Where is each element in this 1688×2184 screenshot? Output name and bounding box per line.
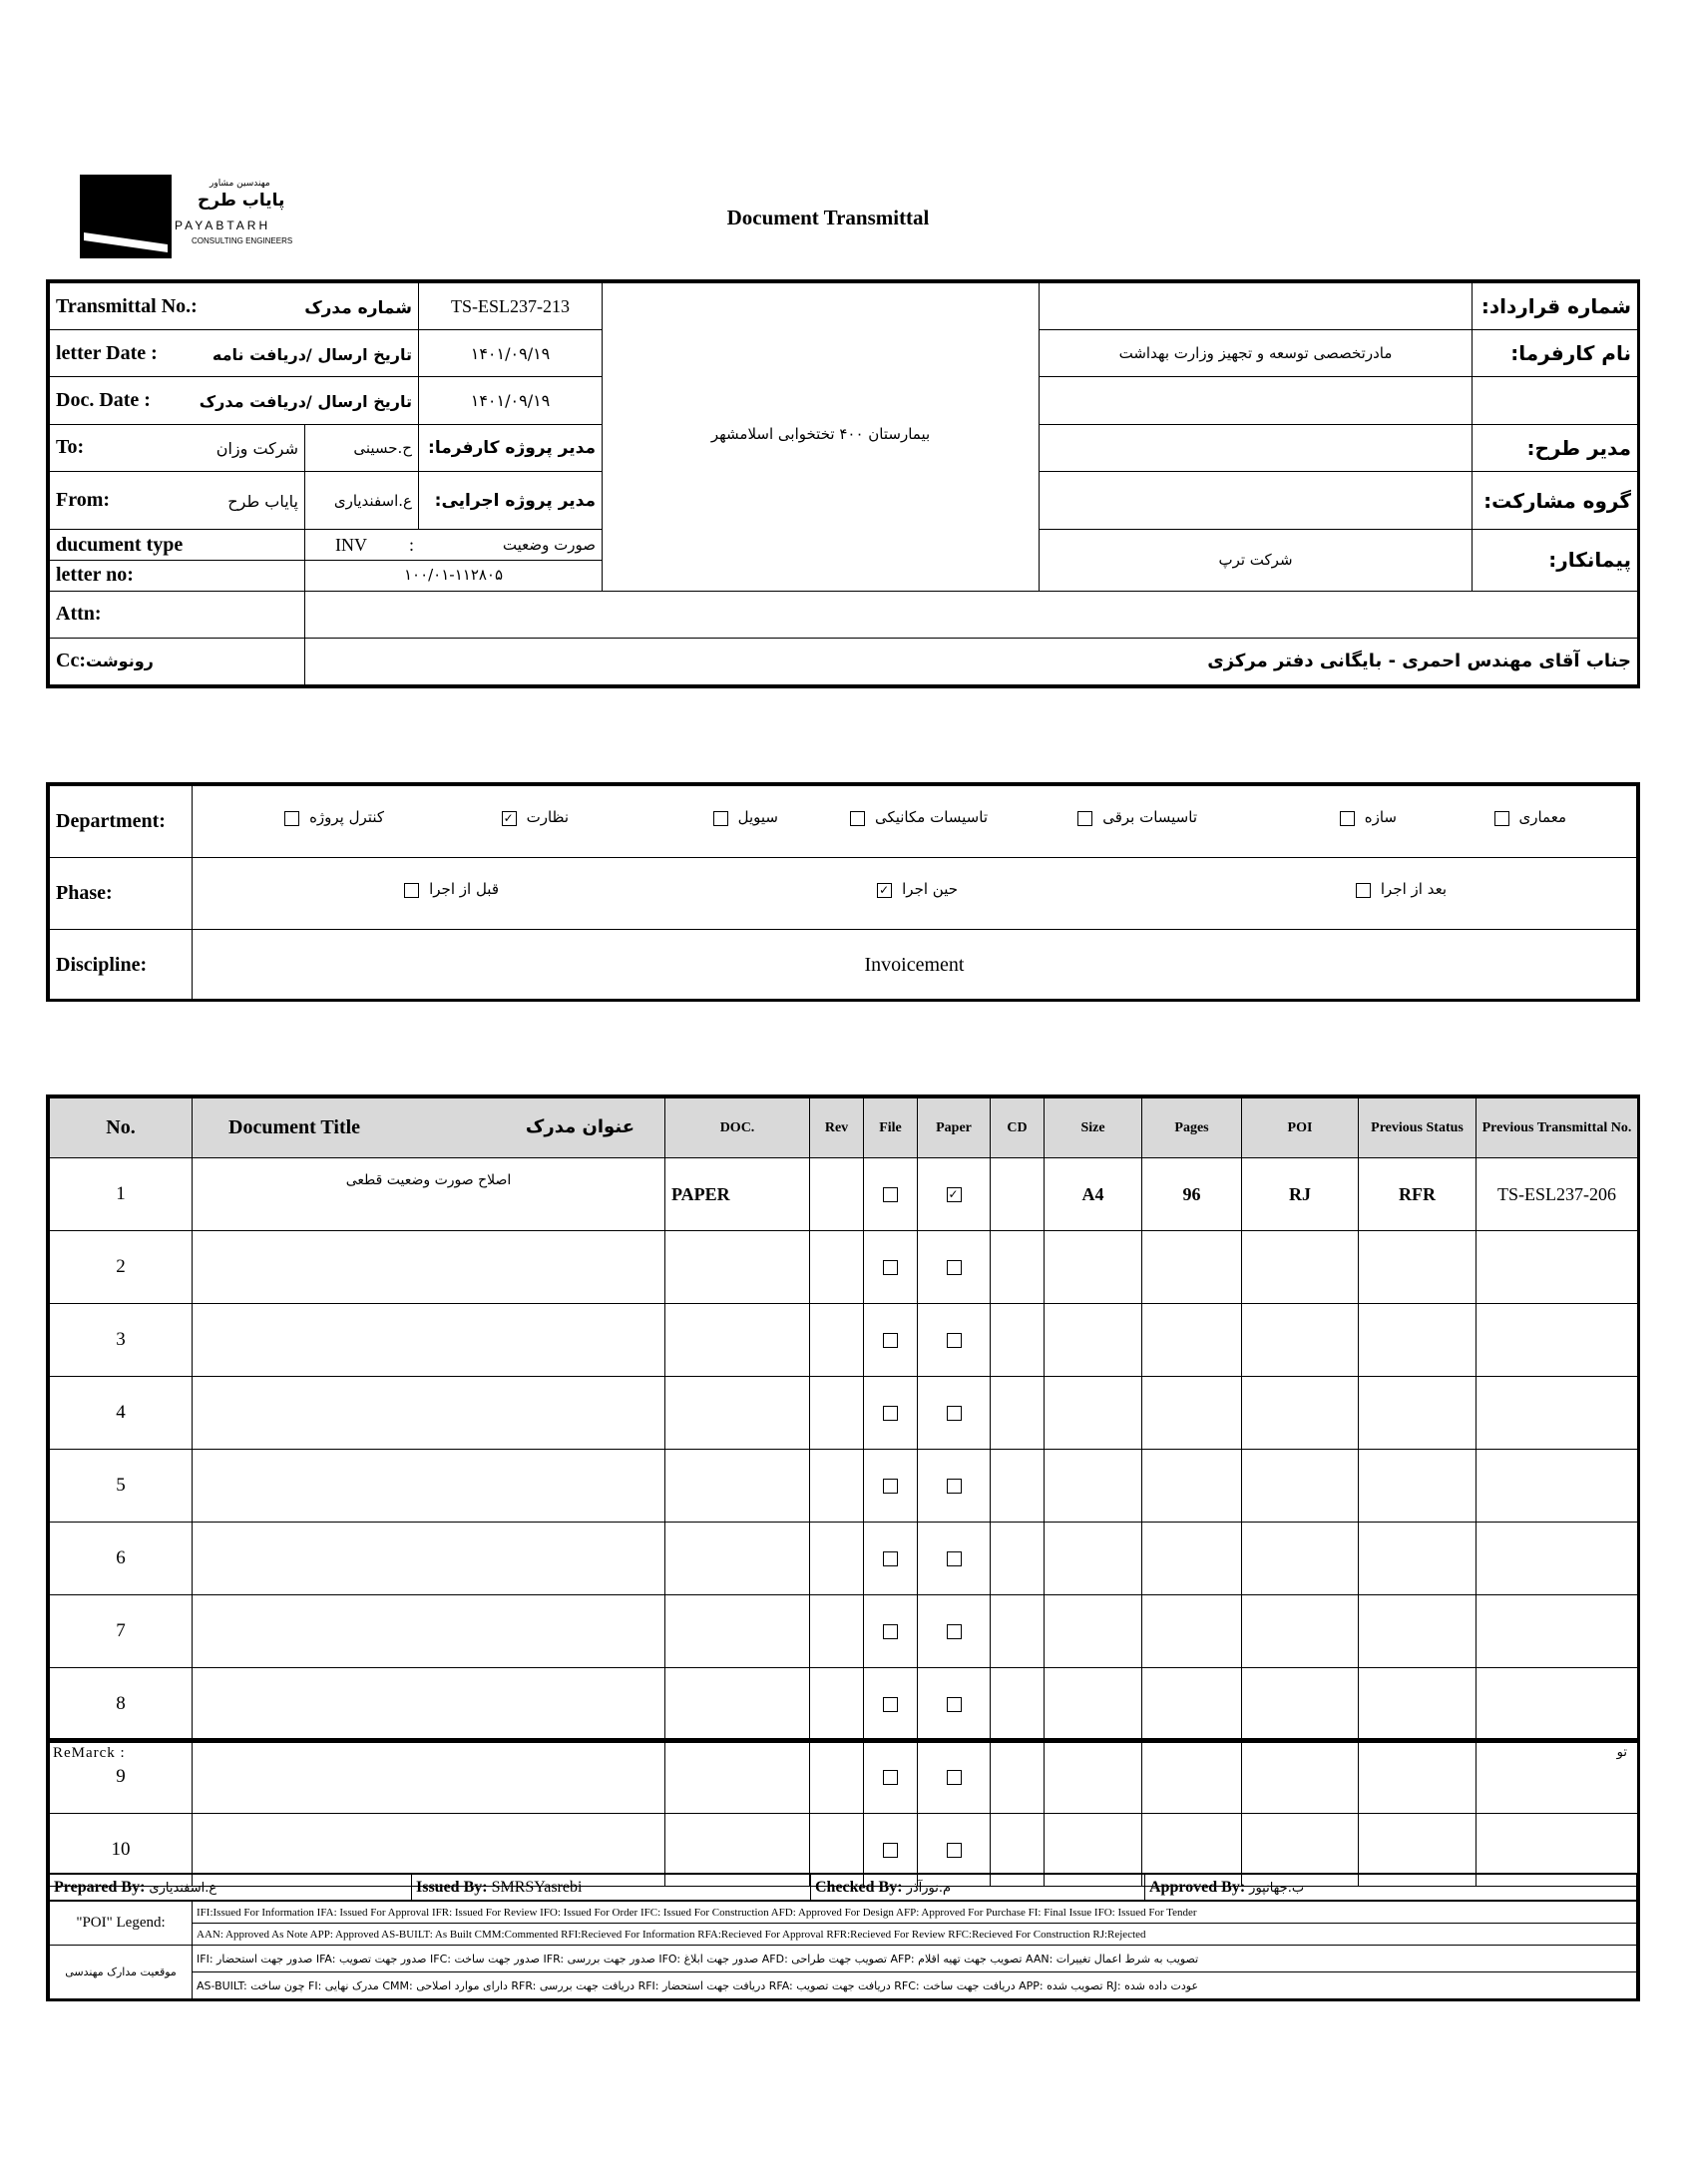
department-checkbox[interactable] — [284, 811, 299, 826]
row-poi: RJ — [1242, 1158, 1359, 1231]
legend-line-1: IFI:Issued For Information IFA: Issued For Approval IFR: Issued For Review IFO: Issued For Order IFC: Issued For Construction AFD: Approved For Design AFP: Approved For Purchase FI: Final Issue IFO: Issued For Tender — [193, 1902, 1637, 1924]
letterno-label: letter no: — [56, 564, 134, 587]
row-cd — [991, 1231, 1045, 1304]
table-row — [50, 1523, 1638, 1595]
row-paper — [918, 1595, 991, 1668]
issued-label: Issued By: — [416, 1878, 488, 1896]
row-size — [1045, 1595, 1142, 1668]
phase-checkbox[interactable] — [1356, 883, 1371, 898]
row-paper-checkbox[interactable] — [947, 1697, 962, 1712]
row-file-checkbox[interactable] — [883, 1260, 898, 1275]
letter-date-label: letter Date : — [56, 341, 158, 364]
row-prev-status — [1359, 1668, 1477, 1741]
attn-label: Attn: — [50, 591, 305, 638]
row-no: 6 — [50, 1523, 193, 1595]
department-options — [193, 786, 1637, 858]
phase-option-label: حین اجرا — [902, 880, 958, 898]
approved-value: ب.جهانپور — [1249, 1880, 1305, 1896]
phase-checkbox[interactable] — [877, 883, 892, 898]
transmittal-no-fa: شماره مدرک — [304, 297, 412, 318]
row-cd — [991, 1595, 1045, 1668]
department-option[interactable] — [284, 808, 384, 827]
row-doc — [665, 1450, 810, 1523]
phase-option-label: قبل از اجرا — [429, 880, 499, 898]
department-option-label: سیویل — [737, 808, 778, 826]
row-file-checkbox[interactable] — [883, 1187, 898, 1202]
row-prev-transmittal — [1477, 1450, 1638, 1523]
row-pages — [1142, 1523, 1242, 1595]
col-title-fa: عنوان مدرک — [525, 1116, 634, 1137]
row-file-checkbox[interactable] — [883, 1479, 898, 1494]
checked-cell — [811, 1875, 1145, 1901]
row-prev-transmittal: TS-ESL237-206 — [1477, 1158, 1638, 1231]
row-no: 7 — [50, 1595, 193, 1668]
row-title — [193, 1595, 665, 1668]
doc-date-value: ۱۴۰۱/۰۹/۱۹ — [419, 377, 603, 424]
row-size — [1045, 1304, 1142, 1377]
remark-label: ReMarck : — [53, 1745, 126, 1761]
blank-cell — [1473, 377, 1638, 424]
row-file — [864, 1450, 918, 1523]
table-row — [50, 1231, 1638, 1304]
row-paper — [918, 1231, 991, 1304]
doctype-label: ducument type — [50, 530, 304, 561]
to-cell — [50, 424, 305, 471]
row-pages — [1142, 1377, 1242, 1450]
col-cd: CD — [991, 1098, 1045, 1158]
to-role: مدیر پروژه کارفرما: — [419, 424, 603, 471]
checked-label: Checked By: — [815, 1878, 903, 1896]
contract-no-label: شماره قرارداد: — [1473, 283, 1638, 330]
row-no: 10 — [50, 1814, 193, 1887]
doctype-cell — [50, 530, 305, 591]
row-title — [193, 1668, 665, 1741]
row-title: اصلاح صورت وضعیت قطعی — [193, 1158, 665, 1231]
pm-label: مدیر طرح: — [1473, 424, 1638, 471]
table-row — [50, 1450, 1638, 1523]
doctype-fa: صورت وضعیت — [502, 536, 596, 555]
poi-legend-label: "POI" Legend: — [50, 1902, 193, 1946]
doc-date-label: Doc. Date : — [56, 389, 151, 412]
row-doc — [665, 1304, 810, 1377]
row-pages — [1142, 1450, 1242, 1523]
letter-date-fa: تاریخ ارسال /دریافت نامه — [211, 344, 412, 364]
row-cd — [991, 1668, 1045, 1741]
col-size: Size — [1045, 1098, 1142, 1158]
row-rev — [810, 1668, 864, 1741]
row-file — [864, 1377, 918, 1450]
transmittal-no-value: TS-ESL237-213 — [419, 283, 603, 330]
row-title — [193, 1231, 665, 1304]
department-checkbox[interactable] — [502, 811, 517, 826]
discipline-label: Discipline: — [50, 930, 193, 1002]
phase-options — [193, 858, 1637, 930]
department-checkbox[interactable] — [1077, 811, 1092, 826]
project-name: بیمارستان ۴۰۰ تختخوابی اسلامشهر — [603, 283, 1040, 592]
col-rev: Rev — [810, 1098, 864, 1158]
row-prev-status — [1359, 1450, 1477, 1523]
phase-option[interactable] — [877, 880, 958, 899]
row-no: 1 — [50, 1158, 193, 1231]
remark-label-fa: تو — [1616, 1745, 1627, 1760]
discipline-value: Invoicement — [193, 930, 1637, 1002]
row-size — [1045, 1668, 1142, 1741]
department-option[interactable] — [1077, 808, 1197, 827]
row-paper — [918, 1523, 991, 1595]
department-checkbox[interactable] — [850, 811, 865, 826]
row-cd — [991, 1304, 1045, 1377]
row-doc — [665, 1231, 810, 1304]
row-doc — [665, 1668, 810, 1741]
contractor-value: شرکت ترپ — [1040, 530, 1473, 591]
row-file — [864, 1595, 918, 1668]
row-rev — [810, 1377, 864, 1450]
department-option[interactable] — [502, 808, 569, 827]
page-title: Document Transmittal — [726, 206, 930, 229]
doctype-colon: : — [409, 535, 415, 556]
phase-label: Phase: — [50, 858, 193, 930]
row-doc — [665, 1523, 810, 1595]
col-poi: POI — [1242, 1098, 1359, 1158]
issued-value: SMRSYasrebi — [491, 1878, 583, 1896]
department-option[interactable] — [850, 808, 988, 827]
department-option[interactable] — [1494, 808, 1567, 827]
cc-value: جناب آقای مهندس احمری - بایگانی دفتر مرکزی — [305, 638, 1638, 684]
checked-value: م.نورآذر — [906, 1880, 952, 1896]
row-file-checkbox[interactable] — [883, 1551, 898, 1566]
from-cell — [50, 471, 305, 529]
row-pages — [1142, 1304, 1242, 1377]
prepared-value: ع.اسفندیاری — [149, 1880, 217, 1896]
remark-area — [49, 1743, 1637, 1874]
prepared-label: Prepared By: — [54, 1878, 146, 1896]
row-paper — [918, 1158, 991, 1231]
legend-line-4: AS-BUILT: چون ساخت FI: مدرک نهایی CMM: دارای موارد اصلاحی RFR: دریافت جهت بررسی RFI: دریافت جهت استحضار RFA: دریافت جهت تصویب RFC: دریافت جهت ساخت APP: تصویب شده RJ: عودت داده شده — [193, 1972, 1637, 1999]
row-doc — [665, 1377, 810, 1450]
blank-cell — [1040, 377, 1473, 424]
row-size — [1045, 1377, 1142, 1450]
row-file-checkbox[interactable] — [883, 1624, 898, 1639]
phase-checkbox[interactable] — [404, 883, 419, 898]
row-prev-status: RFR — [1359, 1158, 1477, 1231]
row-paper-checkbox[interactable] — [947, 1551, 962, 1566]
row-doc — [665, 1595, 810, 1668]
row-no: 2 — [50, 1231, 193, 1304]
letterno-value: ۱۰۰/۰۱-۱۱۲۸۰۵ — [403, 566, 504, 585]
row-no: 3 — [50, 1304, 193, 1377]
col-file: File — [864, 1098, 918, 1158]
row-prev-transmittal — [1477, 1304, 1638, 1377]
row-paper — [918, 1668, 991, 1741]
row-prev-status — [1359, 1377, 1477, 1450]
logo-fa-small: مهندسين مشاور — [210, 179, 270, 189]
row-prev-transmittal — [1477, 1668, 1638, 1741]
logo-fa-name: پایاب طرح — [198, 191, 285, 211]
department-option[interactable] — [713, 808, 778, 827]
footer-block — [46, 1740, 1640, 2001]
client-label: نام کارفرما: — [1473, 330, 1638, 377]
classification-block — [46, 782, 1640, 1002]
table-row — [50, 1158, 1638, 1231]
row-paper-checkbox[interactable] — [947, 1406, 962, 1421]
row-file — [864, 1523, 918, 1595]
letter-date-value: ۱۴۰۱/۰۹/۱۹ — [419, 330, 603, 377]
department-option-label: تاسیسات برقی — [1102, 808, 1197, 826]
logo-mark-icon — [80, 175, 172, 258]
row-prev-status — [1359, 1231, 1477, 1304]
from-label: From: — [56, 489, 111, 512]
table-row — [50, 1668, 1638, 1741]
cc-label-fa: رونوشت — [85, 652, 154, 671]
row-cd — [991, 1377, 1045, 1450]
department-label: Department: — [50, 786, 193, 858]
row-pages — [1142, 1668, 1242, 1741]
contract-no-value — [1040, 283, 1473, 330]
row-prev-transmittal — [1477, 1377, 1638, 1450]
row-cd — [991, 1523, 1045, 1595]
department-option-label: نظارت — [526, 808, 569, 826]
row-pages: 96 — [1142, 1158, 1242, 1231]
row-pages — [1142, 1231, 1242, 1304]
row-prev-status — [1359, 1595, 1477, 1668]
row-file — [864, 1158, 918, 1231]
row-no: 9 — [50, 1741, 193, 1814]
department-option-label: سازه — [1364, 808, 1397, 826]
table-row — [50, 1304, 1638, 1377]
row-title — [193, 1304, 665, 1377]
row-paper — [918, 1450, 991, 1523]
row-poi — [1242, 1668, 1359, 1741]
row-prev-transmittal — [1477, 1595, 1638, 1668]
col-title-en: Document Title — [228, 1116, 361, 1138]
table-row — [50, 1377, 1638, 1450]
department-option[interactable] — [1340, 808, 1397, 827]
row-file — [864, 1304, 918, 1377]
row-paper — [918, 1377, 991, 1450]
to-person: ح.حسینی — [305, 424, 419, 471]
issued-cell — [412, 1875, 811, 1901]
doc-date-fa: تاریخ ارسال /دریافت مدرک — [199, 392, 412, 412]
col-prev-transmittal: Previous Transmittal No. — [1477, 1098, 1638, 1158]
row-rev — [810, 1231, 864, 1304]
phase-option[interactable] — [1356, 880, 1447, 899]
doc-date-cell — [50, 377, 419, 424]
legend-line-2: AAN: Approved As Note APP: Approved AS-BUILT: As Built CMM:Commented RFI:Recieved For Information RFA:Recieved For Approval RFR:Recieved For Review RFC:Recieved For Construction RJ:Rejected — [193, 1924, 1637, 1946]
row-rev — [810, 1595, 864, 1668]
department-checkbox[interactable] — [713, 811, 728, 826]
transmittal-no-label: Transmittal No.: — [56, 294, 198, 317]
row-size — [1045, 1450, 1142, 1523]
row-cd — [991, 1158, 1045, 1231]
to-company: شرکت وزان — [215, 439, 298, 459]
row-size: A4 — [1045, 1158, 1142, 1231]
letter-date-cell — [50, 330, 419, 377]
row-poi — [1242, 1523, 1359, 1595]
contractor-label: پیمانکار: — [1473, 530, 1638, 591]
row-rev — [810, 1304, 864, 1377]
row-doc: PAPER — [665, 1158, 810, 1231]
row-paper-checkbox[interactable] — [947, 1187, 962, 1202]
to-label: To: — [56, 436, 85, 459]
row-poi — [1242, 1450, 1359, 1523]
department-option-label: معماری — [1518, 808, 1566, 826]
row-prev-status — [1359, 1304, 1477, 1377]
header-block — [46, 279, 1640, 688]
partner-value — [1040, 471, 1473, 529]
cc-label: Cc: — [56, 650, 86, 672]
department-checkbox[interactable] — [1340, 811, 1355, 826]
partner-label: گروه مشارکت: — [1473, 471, 1638, 529]
row-paper-checkbox[interactable] — [947, 1624, 962, 1639]
row-size — [1045, 1523, 1142, 1595]
row-paper-checkbox[interactable] — [947, 1333, 962, 1348]
row-file — [864, 1668, 918, 1741]
row-file-checkbox[interactable] — [883, 1333, 898, 1348]
row-title — [193, 1450, 665, 1523]
department-checkbox[interactable] — [1494, 811, 1509, 826]
col-prev-status: Previous Status — [1359, 1098, 1477, 1158]
row-no: 4 — [50, 1377, 193, 1450]
col-no: No. — [50, 1098, 193, 1158]
status-legend-label: موقعیت مدارک مهندسی — [50, 1946, 193, 1999]
logo-en-name: PAYABTARH — [175, 218, 271, 232]
approved-label: Approved By: — [1149, 1878, 1246, 1896]
row-poi — [1242, 1595, 1359, 1668]
row-rev — [810, 1523, 864, 1595]
legend-line-3: IFI: صدور جهت استحضار IFA: صدور جهت تصویب IFC: صدور جهت ساخت IFR: صدور جهت بررسی IFO: صدور جهت ابلاغ AFD: تصویب جهت طراحی AFP: تصویب جهت تهیه اقلام AAN: تصویب به شرط اعمال تغییرات — [193, 1946, 1637, 1972]
row-size — [1045, 1231, 1142, 1304]
approved-cell — [1145, 1875, 1637, 1901]
row-prev-status — [1359, 1523, 1477, 1595]
from-person: ع.اسفندیاری — [305, 471, 419, 529]
row-file — [864, 1231, 918, 1304]
col-doc: DOC. — [665, 1098, 810, 1158]
logo-en-sub: CONSULTING ENGINEERS — [192, 236, 293, 245]
doctype-code: INV — [335, 535, 367, 556]
row-pages — [1142, 1595, 1242, 1668]
company-logo — [80, 175, 309, 259]
table-row — [50, 1595, 1638, 1668]
row-poi — [1242, 1304, 1359, 1377]
pm-value — [1040, 424, 1473, 471]
row-rev — [810, 1450, 864, 1523]
row-title — [193, 1523, 665, 1595]
row-file-checkbox[interactable] — [883, 1697, 898, 1712]
row-rev — [810, 1158, 864, 1231]
cc-cell — [50, 638, 305, 684]
row-paper-checkbox[interactable] — [947, 1479, 962, 1494]
row-prev-transmittal — [1477, 1523, 1638, 1595]
client-value: مادرتخصصی توسعه و تجهیز وزارت بهداشت — [1040, 330, 1473, 377]
from-role: مدیر پروژه اجرایی: — [419, 471, 603, 529]
phase-option-label: بعد از اجرا — [1380, 880, 1447, 898]
col-pages: Pages — [1142, 1098, 1242, 1158]
phase-option[interactable] — [404, 880, 499, 899]
prepared-cell — [50, 1875, 412, 1901]
row-prev-transmittal — [1477, 1231, 1638, 1304]
from-company: پایاب طرح — [227, 492, 298, 512]
col-paper: Paper — [918, 1098, 991, 1158]
row-paper-checkbox[interactable] — [947, 1260, 962, 1275]
row-title — [193, 1377, 665, 1450]
department-option-label: تاسیسات مکانیکی — [874, 808, 988, 826]
row-poi — [1242, 1377, 1359, 1450]
row-no: 8 — [50, 1668, 193, 1741]
col-title — [193, 1098, 665, 1158]
doctype-value-cell — [305, 530, 603, 591]
department-option-label: کنترل پروژه — [309, 808, 384, 826]
row-paper — [918, 1304, 991, 1377]
transmittal-no-cell — [50, 283, 419, 330]
attn-value — [305, 591, 1638, 638]
row-poi — [1242, 1231, 1359, 1304]
row-no: 5 — [50, 1450, 193, 1523]
row-file-checkbox[interactable] — [883, 1406, 898, 1421]
row-cd — [991, 1450, 1045, 1523]
